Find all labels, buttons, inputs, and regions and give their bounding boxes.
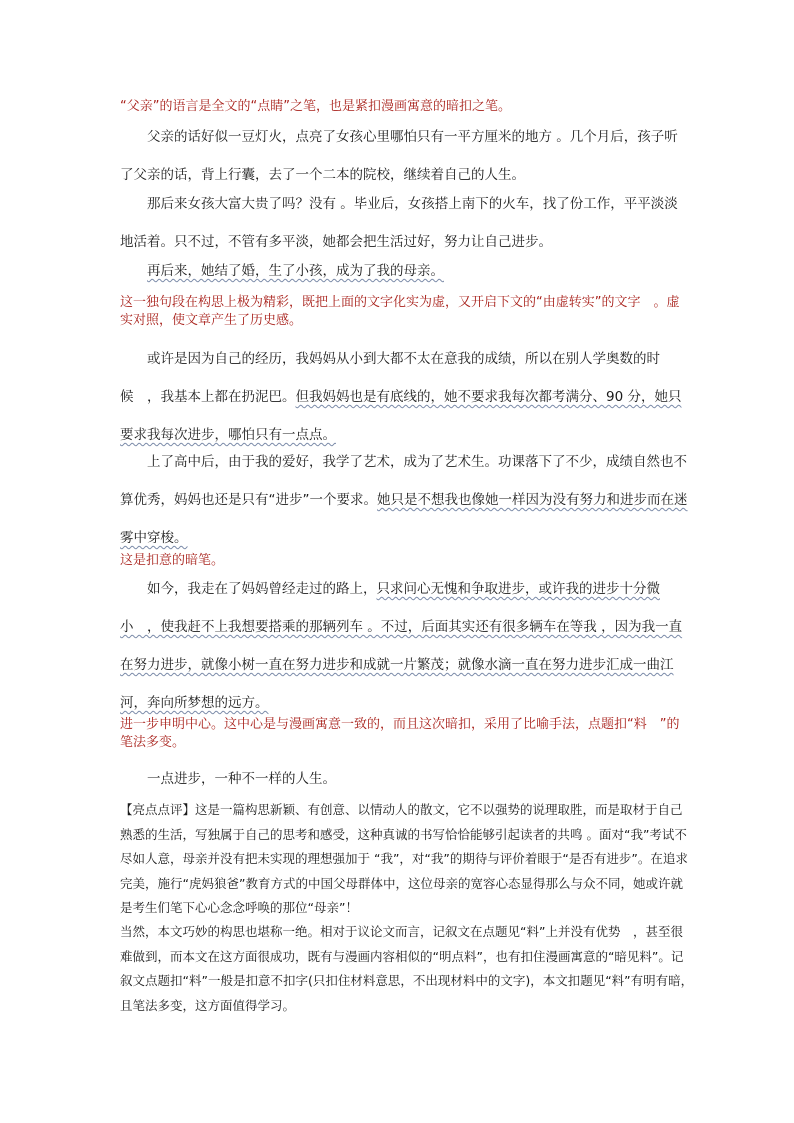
review-paragraph-1	[120, 798, 695, 921]
review-paragraph-2	[120, 920, 695, 1018]
paragraph-1-text: 父亲的话好似一豆灯火，点亮了女孩心里哪怕只有一平方厘米的地方 。几个月后，孩子听了父亲的话，背上行囊，去了一个二本的院校，继续着自己的人生。	[120, 129, 678, 183]
paragraph-4-text-a: 或许是因为自己的经历，我妈妈从小到大都不太在意我的成绩，所以在别人学奥数的时候 ，我基本上都在扔泥巴。	[120, 351, 660, 405]
paragraph-1	[120, 118, 690, 194]
paragraph-7-text: 一点进步，一种不一样的人生。	[147, 771, 336, 787]
paragraph-4	[120, 340, 690, 454]
review-paragraph-1-text: 这是一篇构思新颖、有创意、以情动人的散文，它不以强势的说理取胜，而是取材于自己熟悉的生活，写独属于自己的思考和感受，这种真诚的书写恰恰能够引起读者的共鸣 。面对“我”考试不尽如人意，母亲并没有把未实现的理想强加于 “我”，对“我”的期待与评价着眼于“是否有进步”。在追求完美，施行“虎妈狼爸”教育方式的中国父母群体中，这位母亲的宽容心态显得那么与众不同，她或许就是考生们笔下心心念念呼唤的那位“母亲”！	[120, 802, 688, 915]
paragraph-6-text-a: 如今，我走在了妈妈曾经走过的路上，	[147, 581, 377, 597]
paragraph-5	[120, 443, 690, 557]
paragraph-3	[120, 252, 690, 290]
paragraph-2-text: 那后来女孩大富大贵了吗？没有 。毕业后，女孩搭上南下的火车，找了份工作，平平淡淡地活着。只不过，不管有多平淡，她都会把生活过好，努力让自己进步。	[120, 196, 678, 250]
paragraph-6-text-b: 只求问心无愧和争取进步，或许我的进步十分微小 ，使我赶不上我想要搭乘的那辆列车 。不过，后面其实还有很多辆车在等我 ，因为我一直在努力进步，就像小树一直在努力进步和成就一片繁茂；就像水滴一直在努力进步汇成一曲江河，奔向所梦想的远方。	[120, 581, 683, 711]
paragraph-4-text-b: 但我妈妈也是有底线的，她不要求我每次都考满分、90 分，她只要求我每次进步，哪怕只有一点点。	[120, 389, 682, 443]
review-label: 【亮点点评】	[120, 802, 196, 817]
paragraph-5-text-a: 上了高中后，由于我的爱好，我学了艺术，成为了艺术生。功课落下了不少，成绩自然也不算优秀，妈妈也还是只有“进步”一个要求。	[120, 454, 687, 508]
paragraph-6	[120, 570, 690, 722]
annotation-3: 这是扣意的暗笔。	[120, 553, 225, 568]
paragraph-2	[120, 185, 690, 261]
review-paragraph-2-text: 当然，本文巧妙的构思也堪称一绝。相对于议论文而言，记叙文在点题见“料”上并没有优势 ，甚至很难做到，而本文在这方面很成功，既有与漫画内容相似的“明点料”，也有扣住漫画寓意的“暗见料”。记叙文点题扣“料”一般是扣意不扣字(只扣住材料意思，不出现材料中的文字)，本文扣题见“料”有明有暗，且笔法多变，这方面值得学习。	[120, 924, 694, 1013]
annotation-2: 这一独句段在构思上极为精彩，既把上面的文字化实为虚，又开启下文的“由虚转实”的文字 。虚实对照，使文章产生了历史感。	[120, 295, 680, 328]
annotation-4: 进一步申明中心。这中心是与漫画寓意一致的，而且这次暗扣，采用了比喻手法，点题扣“料 ”的笔法多变。	[120, 717, 680, 750]
paragraph-7	[120, 760, 690, 798]
paragraph-5-text-b: 她只是不想我也像她一样因为没有努力和进步而在迷雾中穿梭。	[120, 492, 688, 546]
paragraph-3-text: 再后来，她结了婚，生了小孩，成为了我的母亲。	[147, 263, 444, 279]
annotation-1: “父亲”的语言是全文的“点睛”之笔，也是紧扣漫画寓意的暗扣之笔。	[120, 99, 511, 114]
